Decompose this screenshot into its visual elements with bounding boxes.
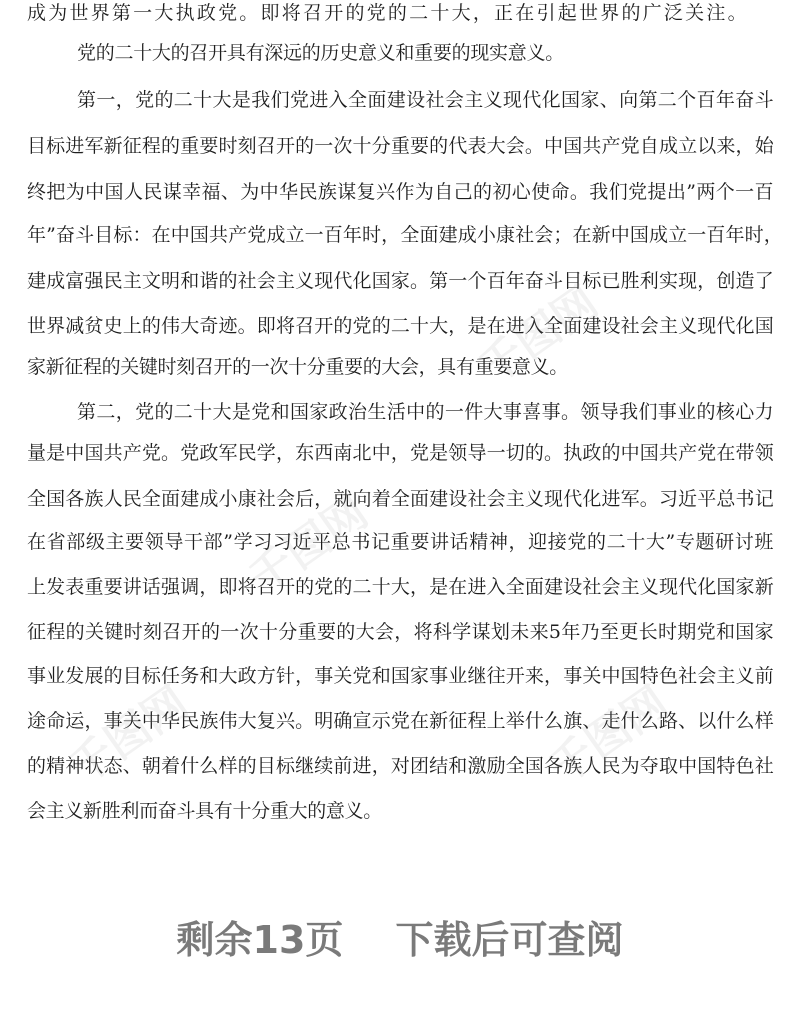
text-line: 家新征程的关键时刻召开的一次十分重要的大会，具有重要意义。 (27, 356, 568, 378)
text-line: 党的二十大的召开具有深远的历史意义和重要的现实意义。 (77, 42, 564, 64)
text-line: 事业发展的目标任务和大政方针，事关党和国家事业继往开来，事关中国特色社会主义前 (27, 665, 774, 687)
text-line: 目标进军新征程的重要时刻召开的一次十分重要的代表大会。中国共产党自成立以来，始 (27, 135, 774, 157)
text-line: 在省部级主要领导干部”学习习近平总书记重要讲话精神，迎接党的二十大”专题研讨班 (27, 531, 774, 553)
watermark: 千图网 (59, 676, 198, 795)
text-line: 成为世界第一大执政党。即将召开的党的二十大，正在引起世界的广泛关注。 (27, 2, 749, 24)
text-line: 会主义新胜利而奋斗具有十分重大的意义。 (27, 800, 382, 822)
watermark: 千图网 (539, 676, 678, 795)
text-line: 上发表重要讲话强调，即将召开的党的二十大，是在进入全面建设社会主义现代化国家新 (27, 576, 774, 598)
text-line: 量是中国共产党。党政军民学，东西南北中，党是领导一切的。执政的中国共产党在带领 (27, 442, 774, 464)
text-line: 年”奋斗目标：在中国共产党成立一百年时，全面建成小康社会；在新中国成立一百年时， (27, 224, 783, 246)
text-line: 全国各族人民全面建成小康社会后，就向着全面建设社会主义现代化进军。习近平总书记 (27, 488, 774, 510)
text-line: 终把为中国人民谋幸福、为中华民族谋复兴作为自己的初心使命。我们党提出”两个一百 (27, 181, 774, 203)
watermark: 千图网 (239, 486, 378, 605)
watermark: 千图网 (469, 276, 608, 395)
text-line: 世界减贫史上的伟大奇迹。即将召开的党的二十大，是在进入全面建设社会主义现代化国 (27, 315, 774, 337)
text-line: 建成富强民主文明和谐的社会主义现代化国家。第一个百年奋斗目标已胜利实现，创造了 (27, 270, 774, 292)
text-line: 的精神状态、朝着什么样的目标继续前进，对团结和激励全国各族人民为夺取中国特色社 (27, 755, 774, 777)
text-line: 途命运，事关中华民族伟大复兴。明确宣示党在新征程上举什么旗、走什么路、以什么样 (27, 710, 774, 732)
remaining-pages-banner[interactable] (0, 912, 800, 968)
download-to-view-text: 下载后可查阅 (395, 918, 624, 962)
text-line: 第二，党的二十大是党和国家政治生活中的一件大事喜事。领导我们事业的核心力 (77, 401, 774, 423)
remaining-pages-text: 剩余13页 (176, 918, 344, 962)
text-line: 征程的关键时刻召开的一次十分重要的大会，将科学谋划未来5年乃至更长时期党和国家 (27, 621, 774, 643)
text-line: 第一，党的二十大是我们党进入全面建设社会主义现代化国家、向第二个百年奋斗 (77, 89, 774, 111)
